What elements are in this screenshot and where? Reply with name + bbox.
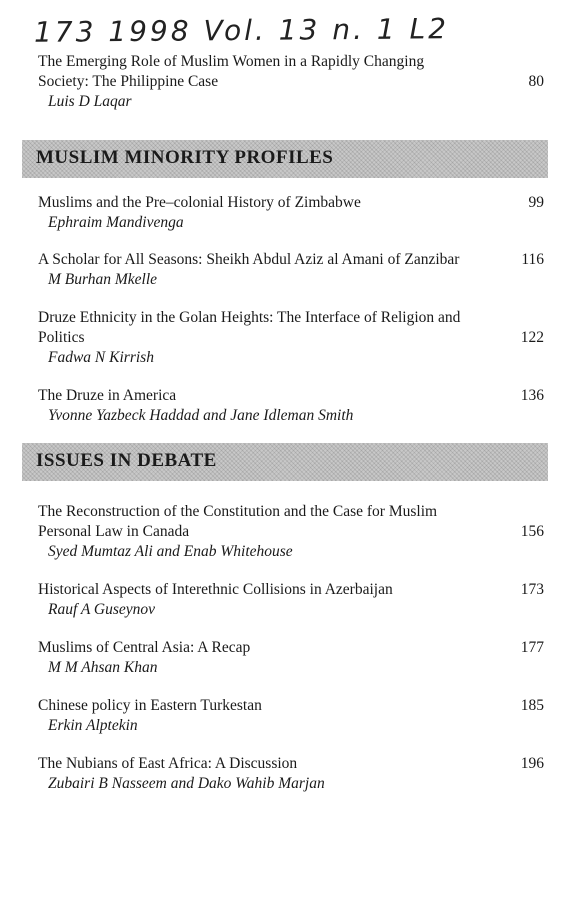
entry-page: 80	[528, 73, 544, 90]
handwritten-annotation: 173 1998 Vol. 13 n. 1 L2	[33, 12, 450, 49]
entry-author: Zubairi B Nasseem and Dako Wahib Marjan	[48, 775, 325, 792]
toc-entry[interactable]	[38, 580, 548, 620]
entry-title: Muslims and the Pre–colonial History of Zimbabwe	[38, 194, 361, 211]
entry-page: 185	[520, 697, 544, 714]
toc-entry[interactable]	[38, 696, 548, 736]
entry-title: The Reconstruction of the Constitution and the Case for Muslim Personal Law in Canada	[38, 503, 438, 540]
entry-title: The Nubians of East Africa: A Discussion	[38, 755, 298, 772]
entry-title: Chinese policy in Eastern Turkestan	[38, 697, 262, 714]
entry-page: 177	[520, 639, 544, 656]
entry-title: The Druze in America	[38, 387, 177, 404]
toc-entry[interactable]	[38, 193, 548, 233]
entry-author: Ephraim Mandivenga	[48, 214, 184, 231]
entry-page: 99	[528, 194, 544, 211]
entry-title: A Scholar for All Seasons: Sheikh Abdul Aziz al Amani of Zanzibar	[38, 251, 460, 268]
toc-entry[interactable]	[38, 52, 548, 112]
entry-page: 122	[520, 329, 544, 346]
entry-page: 196	[520, 755, 544, 772]
entry-author: Syed Mumtaz Ali and Enab Whitehouse	[48, 543, 293, 560]
toc-entry[interactable]	[38, 250, 548, 290]
toc-entry[interactable]	[38, 754, 548, 794]
section-heading-band	[22, 443, 548, 481]
section-heading: ISSUES IN DEBATE	[36, 450, 217, 471]
entry-author: Rauf A Guseynov	[48, 601, 156, 618]
entry-title: The Emerging Role of Muslim Women in a Rapidly Changing Society: The Philippine Case	[38, 53, 425, 90]
toc-entry[interactable]	[38, 386, 548, 426]
entry-page: 136	[520, 387, 544, 404]
entry-author: M Burhan Mkelle	[48, 271, 158, 288]
toc-entry[interactable]	[38, 638, 548, 678]
section-heading: MUSLIM MINORITY PROFILES	[36, 147, 334, 168]
entry-author: Luis D Laqar	[48, 93, 132, 110]
entry-title: Muslims of Central Asia: A Recap	[38, 639, 251, 656]
toc-entry[interactable]	[38, 502, 548, 562]
toc-entry[interactable]	[38, 308, 548, 368]
entry-title: Historical Aspects of Interethnic Collisions in Azerbaijan	[38, 581, 393, 598]
entry-author: Fadwa N Kirrish	[48, 349, 154, 366]
entry-author: Erkin Alptekin	[48, 717, 138, 734]
entry-title: Druze Ethnicity in the Golan Heights: The Interface of Religion and Politics	[38, 309, 461, 346]
entry-page: 156	[520, 523, 544, 540]
entry-page: 116	[521, 251, 544, 268]
entry-author: Yvonne Yazbeck Haddad and Jane Idleman Smith	[48, 407, 354, 424]
entry-author: M M Ahsan Khan	[48, 659, 158, 676]
section-heading-band	[22, 140, 548, 178]
entry-page: 173	[520, 581, 544, 598]
